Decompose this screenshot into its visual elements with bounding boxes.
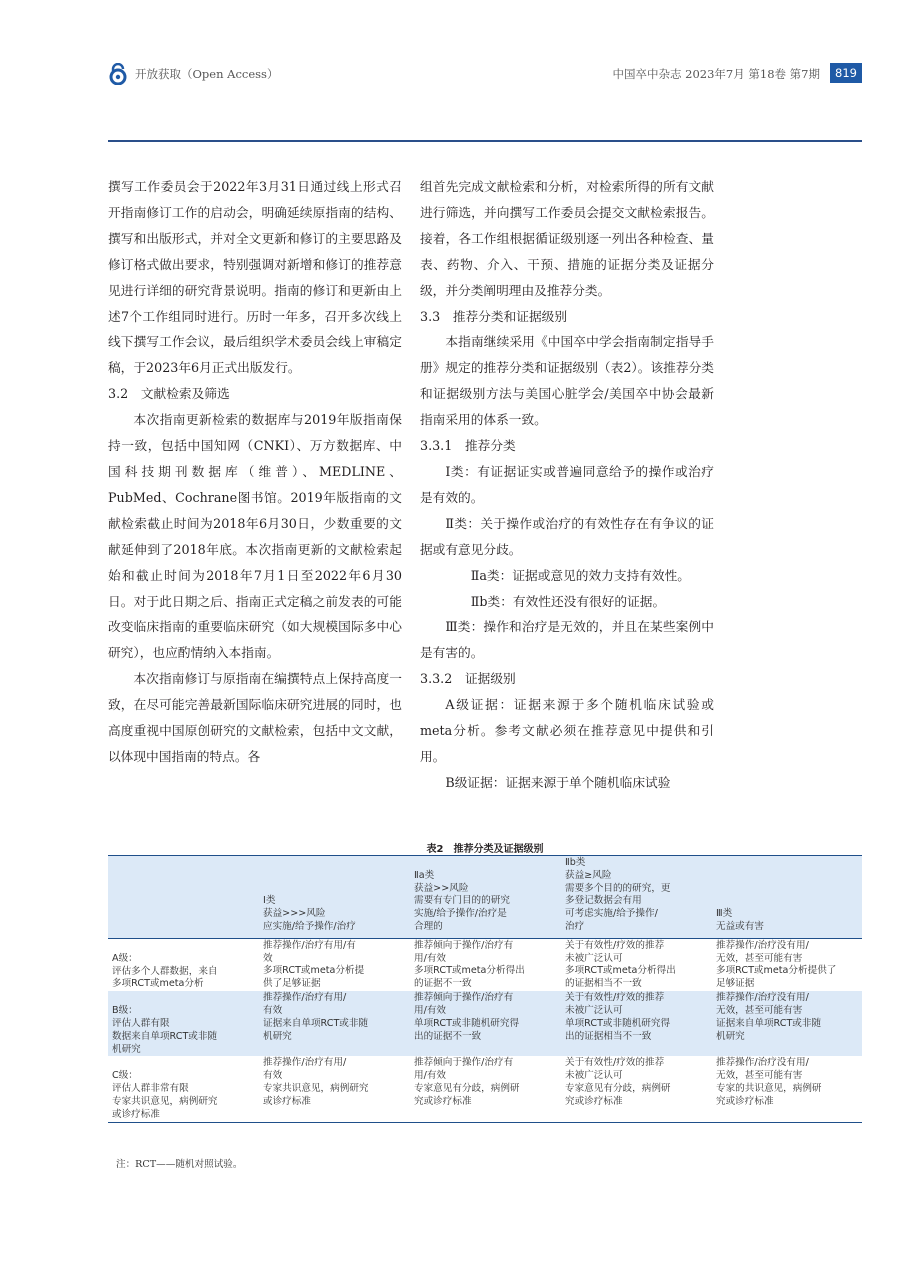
cell-line: 专家的共识意见，病例研 xyxy=(716,1082,822,1094)
cell-line: 未被广泛认可 xyxy=(565,1070,623,1082)
cell-line: 可考虑实施/给予操作/ xyxy=(565,908,658,920)
table-row xyxy=(108,991,862,1056)
cell-line: 证据来自单项RCT或非随 xyxy=(263,1017,369,1029)
cell-line: 多登记数据会有用 xyxy=(565,895,642,907)
cell-line: 需要有专门目的的研究 xyxy=(414,895,510,907)
cell-line: 获益>>风险 xyxy=(414,882,469,894)
right-text-column xyxy=(420,174,714,796)
cell-line: A级： xyxy=(112,952,138,964)
cell-line: 或诊疗标准 xyxy=(263,1095,311,1107)
cell-line: 效 xyxy=(263,952,273,964)
table-cell xyxy=(561,938,712,991)
cell-line: 关于有效性/疗效的推荐 xyxy=(565,1057,665,1069)
table-cell xyxy=(410,1056,561,1122)
cell-line: 足够证据 xyxy=(716,978,755,990)
cell-line: 究或诊疗标准 xyxy=(565,1095,623,1107)
cell-line: 出的证据不一致 xyxy=(414,1030,482,1042)
open-access-label: 开放获取（Open Access） xyxy=(135,67,279,81)
section-heading: 3.3.2 证据级别 xyxy=(420,671,516,687)
cell-line: 的证据不一致 xyxy=(414,978,472,990)
cell-line: 关于有效性/疗效的推荐 xyxy=(565,992,665,1004)
table-header-cell xyxy=(108,856,259,939)
cell-line: C级： xyxy=(112,1070,138,1082)
header-divider xyxy=(108,140,862,142)
body-paragraph: Ⅱ类：关于操作或治疗的有效性存在有争议的证据或有意见分歧。 xyxy=(420,515,714,557)
table-cell xyxy=(561,1056,712,1122)
cell-line: 应实施/给予操作/治疗 xyxy=(263,920,356,932)
cell-line: 证据来自单项RCT或非随 xyxy=(716,1017,822,1029)
cell-line: 专家意见有分歧，病例研 xyxy=(565,1082,671,1094)
table-cell xyxy=(712,1056,862,1122)
body-paragraph: B级证据：证据来源于单个随机临床试验 xyxy=(445,774,671,790)
page-number-badge: 819 xyxy=(830,63,862,83)
cell-line: Ⅱb类 xyxy=(565,857,586,868)
cell-line: 出的证据相当不一致 xyxy=(565,1030,652,1042)
table-cell xyxy=(259,938,410,991)
cell-line: 多项RCT或meta分析提供了 xyxy=(716,965,837,977)
cell-line: 专家意见有分歧，病例研 xyxy=(414,1082,520,1094)
section-heading: 3.3 推荐分类和证据级别 xyxy=(420,308,568,324)
cell-line: 供了足够证据 xyxy=(263,978,321,990)
cell-line: 无效，甚至可能有害 xyxy=(716,1070,803,1082)
table-header-cell xyxy=(259,856,410,939)
cell-line: 关于有效性/疗效的推荐 xyxy=(565,939,665,951)
cell-line: 或诊疗标准 xyxy=(112,1108,160,1120)
cell-line: 实施/给予操作/治疗是 xyxy=(414,908,507,920)
cell-line: 专家共识意见，病例研究 xyxy=(263,1082,369,1094)
body-paragraph: 本次指南修订与原指南在编撰特点上保持高度一致，在尽可能完善最新国际临床研究进展的同时，也高度重视中国原创研究的文献检索，包括中文文献，以体现中国指南的特点。各 xyxy=(108,671,402,764)
table-row xyxy=(108,938,862,991)
open-access-icon xyxy=(108,63,128,85)
cell-line: 推荐倾向于操作/治疗有 xyxy=(414,939,514,951)
table-cell xyxy=(712,991,862,1056)
journal-citation: 中国卒中杂志 2023年7月 第18卷 第7期 xyxy=(612,67,820,81)
cell-line: 无效，甚至可能有害 xyxy=(716,952,803,964)
table-cell xyxy=(410,991,561,1056)
cell-line: 推荐操作/治疗有用/有 xyxy=(263,939,356,951)
body-paragraph: 撰写工作委员会于2022年3月31日通过线上形式召开指南修订工作的启动会，明确延续原指南的结构、撰写和出版形式，并对全文更新和修订的主要思路及修订格式做出要求，特别强调对新增和修订的推荐意见进行详细的研究背景说明。指南的修订和更新由上述7个工作组同时进行。历时一年多，召开多次线上线下撰写工作会议，最后组织学术委员会线上审稿定稿，于2023年6月正式出版发行。 xyxy=(108,179,402,376)
cell-line: 未被广泛认可 xyxy=(565,952,623,964)
table-cell xyxy=(259,991,410,1056)
cell-line: 究或诊疗标准 xyxy=(716,1095,774,1107)
section-heading: 3.3.1 推荐分类 xyxy=(420,438,516,454)
body-paragraph: Ⅱb类：有效性还没有很好的证据。 xyxy=(470,593,666,609)
cell-line: 推荐操作/治疗有用/ xyxy=(263,992,347,1004)
cell-line: 单项RCT或非随机研究得 xyxy=(565,1017,671,1029)
table-header-cell xyxy=(410,856,561,939)
cell-line: B级： xyxy=(112,1005,138,1017)
cell-line: 需要多个目的的研究，更 xyxy=(565,882,671,894)
cell-line: 推荐操作/治疗没有用/ xyxy=(716,1057,809,1069)
cell-line: 有效 xyxy=(263,1070,283,1082)
cell-line: 多项RCT或meta分析得出 xyxy=(565,965,676,977)
body-paragraph: Ⅲ类：操作和治疗是无效的，并且在某些案例中是有害的。 xyxy=(420,619,714,661)
cell-line: 数据来自单项RCT或非随 xyxy=(112,1030,218,1042)
cell-line: 多项RCT或meta分析 xyxy=(112,978,204,990)
cell-line: 获益≥风险 xyxy=(565,869,612,881)
body-paragraph: Ⅰ类：有证据证实或普遍同意给予的操作或治疗是有效的。 xyxy=(420,463,714,505)
table-cell xyxy=(410,938,561,991)
cell-line: 机研究 xyxy=(112,1043,141,1055)
cell-line: 多项RCT或meta分析得出 xyxy=(414,965,525,977)
body-paragraph: A级证据：证据来源于多个随机临床试验或meta分析。参考文献必须在推荐意见中提供和引用。 xyxy=(420,697,714,764)
table-header-row xyxy=(108,856,862,939)
table-cell xyxy=(561,991,712,1056)
cell-line: 评估多个人群数据，来自 xyxy=(112,965,218,977)
table-note: 注：RCT——随机对照试验。 xyxy=(116,1159,243,1170)
cell-line: Ⅲ类 xyxy=(716,908,733,920)
body-paragraph: 本次指南更新检索的数据库与2019年版指南保持一致，包括中国知网（CNKI）、万方数据库、中国科技期刊数据库（维普）、MEDLINE、PubMed、Cochrane图书馆。2019年版指南的文献检索截止时间为2018年6月30日，少数重要的文献延伸到了2018年底。本次指南更新的文献检索起始和截止时间为2018年7月1日至2022年6月30日。对于此日期之后、指南正式定稿之前发表的可能改变临床指南的重要临床研究（如大规模国际多中心研究），也应酌情纳入本指南。 xyxy=(108,412,402,661)
body-paragraph: 本指南继续采用《中国卒中学会指南制定指导手册》规定的推荐分类和证据级别（表2）。该推荐分类和证据级别方法与美国心脏学会/美国卒中协会最新指南采用的体系一致。 xyxy=(420,334,714,428)
section-heading: 3.2 文献检索及筛选 xyxy=(108,386,230,402)
cell-line: Ⅰ类 xyxy=(263,895,276,907)
cell-line: 究或诊疗标准 xyxy=(414,1095,472,1107)
evidence-level-cell xyxy=(108,1056,259,1122)
recommendation-table xyxy=(108,855,862,1123)
cell-line: 单项RCT或非随机研究得 xyxy=(414,1017,520,1029)
table-row xyxy=(108,1056,862,1122)
cell-line: 推荐倾向于操作/治疗有 xyxy=(414,1057,514,1069)
cell-line: 机研究 xyxy=(716,1030,745,1042)
cell-line: 多项RCT或meta分析提 xyxy=(263,965,365,977)
cell-line: 的证据相当不一致 xyxy=(565,978,642,990)
cell-line: Ⅱa类 xyxy=(414,869,435,881)
body-paragraph: Ⅱa类：证据或意见的效力支持有效性。 xyxy=(470,567,690,583)
cell-line: 有效 xyxy=(263,1004,283,1016)
cell-line: 无效，甚至可能有害 xyxy=(716,1004,803,1016)
cell-line: 用/有效 xyxy=(414,1070,447,1082)
cell-line: 推荐倾向于操作/治疗有 xyxy=(414,992,514,1004)
cell-line: 推荐操作/治疗有用/ xyxy=(263,1057,347,1069)
cell-line: 推荐操作/治疗没有用/ xyxy=(716,992,809,1004)
left-text-column xyxy=(108,174,402,770)
cell-line: 获益>>>风险 xyxy=(263,908,326,920)
page-header xyxy=(108,60,862,88)
cell-line: 合理的 xyxy=(414,920,443,932)
cell-line: 推荐操作/治疗没有用/ xyxy=(716,939,809,951)
cell-line: 治疗 xyxy=(565,920,585,932)
table-header-cell xyxy=(712,856,862,939)
table-body xyxy=(108,938,862,1122)
cell-line: 用/有效 xyxy=(414,1004,447,1016)
cell-line: 机研究 xyxy=(263,1030,292,1042)
evidence-level-cell xyxy=(108,991,259,1056)
table-header-cell xyxy=(561,856,712,939)
table-cell xyxy=(259,1056,410,1122)
cell-line: 未被广泛认可 xyxy=(565,1004,623,1016)
body-paragraph: 组首先完成文献检索和分析，对检索所得的所有文献进行筛选，并向撰写工作委员会提交文献检索报告。接着，各工作组根据循证级别逐一列出各种检查、量表、药物、介入、干预、措施的证据分类及证据分级，并分类阐明理由及推荐分类。 xyxy=(420,179,714,298)
cell-line: 评估人群有限 xyxy=(112,1017,170,1029)
cell-line: 专家共识意见，病例研究 xyxy=(112,1095,218,1107)
cell-line: 评估人群非常有限 xyxy=(112,1083,189,1095)
cell-line: 用/有效 xyxy=(414,952,447,964)
cell-line: 无益或有害 xyxy=(716,920,764,932)
evidence-level-cell xyxy=(108,938,259,991)
table-title: 表2 推荐分类及证据级别 xyxy=(426,844,544,855)
table-cell xyxy=(712,938,862,991)
